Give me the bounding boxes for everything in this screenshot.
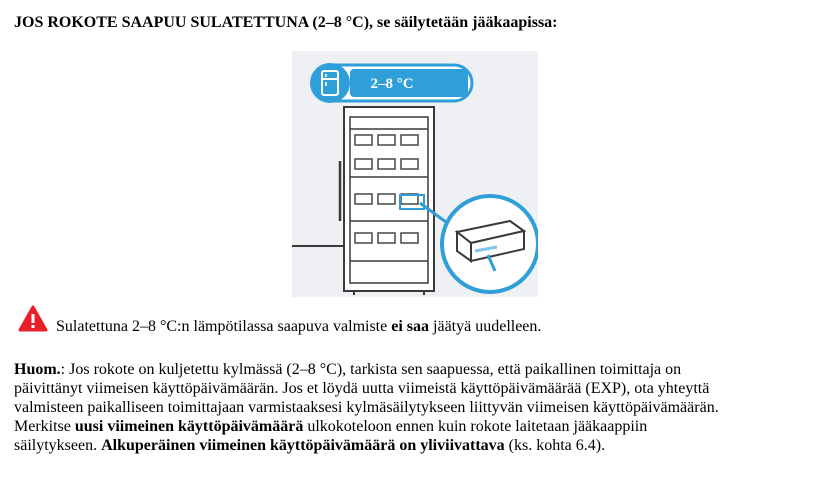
fridge-icon <box>340 107 434 295</box>
fridge-storage-illustration <box>292 51 538 297</box>
note-line-3: valmisteen paikalliseen toimittajaan varmistaaksesi kylmäsäilytykseen liittyvän viimeisen käyttöpäivämäärän. <box>14 399 719 416</box>
note-line-4 <box>14 417 826 436</box>
heading-bold: JOS ROKOTE SAAPUU SULATETTUNA (2–8 °C) <box>14 14 370 31</box>
note-paragraph <box>14 360 826 455</box>
section-heading <box>14 14 558 32</box>
warning-text-after: jäätyä uudelleen. <box>429 318 542 335</box>
note-line-1-text: : Jos rokote on kuljetettu kylmässä (2–8 °C), tarkista sen saapuessa, että paikallinen toimittaja on <box>60 361 682 378</box>
refreeze-warning <box>56 318 541 336</box>
temperature-badge: 2–8 °C <box>370 76 414 92</box>
note-line-5-end: (ks. kohta 6.4). <box>504 437 606 454</box>
warning-triangle-icon <box>18 305 48 333</box>
new-expiry-emphasis: uusi viimeinen käyttöpäivämäärä <box>74 418 304 435</box>
warning-text-before: Sulatettuna 2–8 °C:n lämpötilassa saapuva valmiste <box>56 318 392 335</box>
note-line-4-start: Merkitse <box>14 418 75 435</box>
note-line-1 <box>14 360 826 379</box>
heading-rest: , se säilytetään jääkaapissa: <box>369 14 558 31</box>
note-label: Huom. <box>14 361 61 378</box>
note-line-4-end: ulkokoteloon ennen kuin rokote laitetaan jääkaappiin <box>303 418 648 435</box>
note-line-5-start: säilytykseen. <box>14 437 102 454</box>
warning-text-bold: ei saa <box>391 318 430 335</box>
note-line-5 <box>14 436 826 455</box>
vaccine-box-icon <box>442 196 538 292</box>
original-expiry-emphasis: Alkuperäinen viimeinen käyttöpäivämäärä on yliviivattava <box>101 437 505 454</box>
note-line-2: päivittänyt viimeisen käyttöpäivämäärän. Jos et löydä uutta viimeistä käyttöpäivämäärää (EXP), ota yhteyttä <box>14 380 710 397</box>
